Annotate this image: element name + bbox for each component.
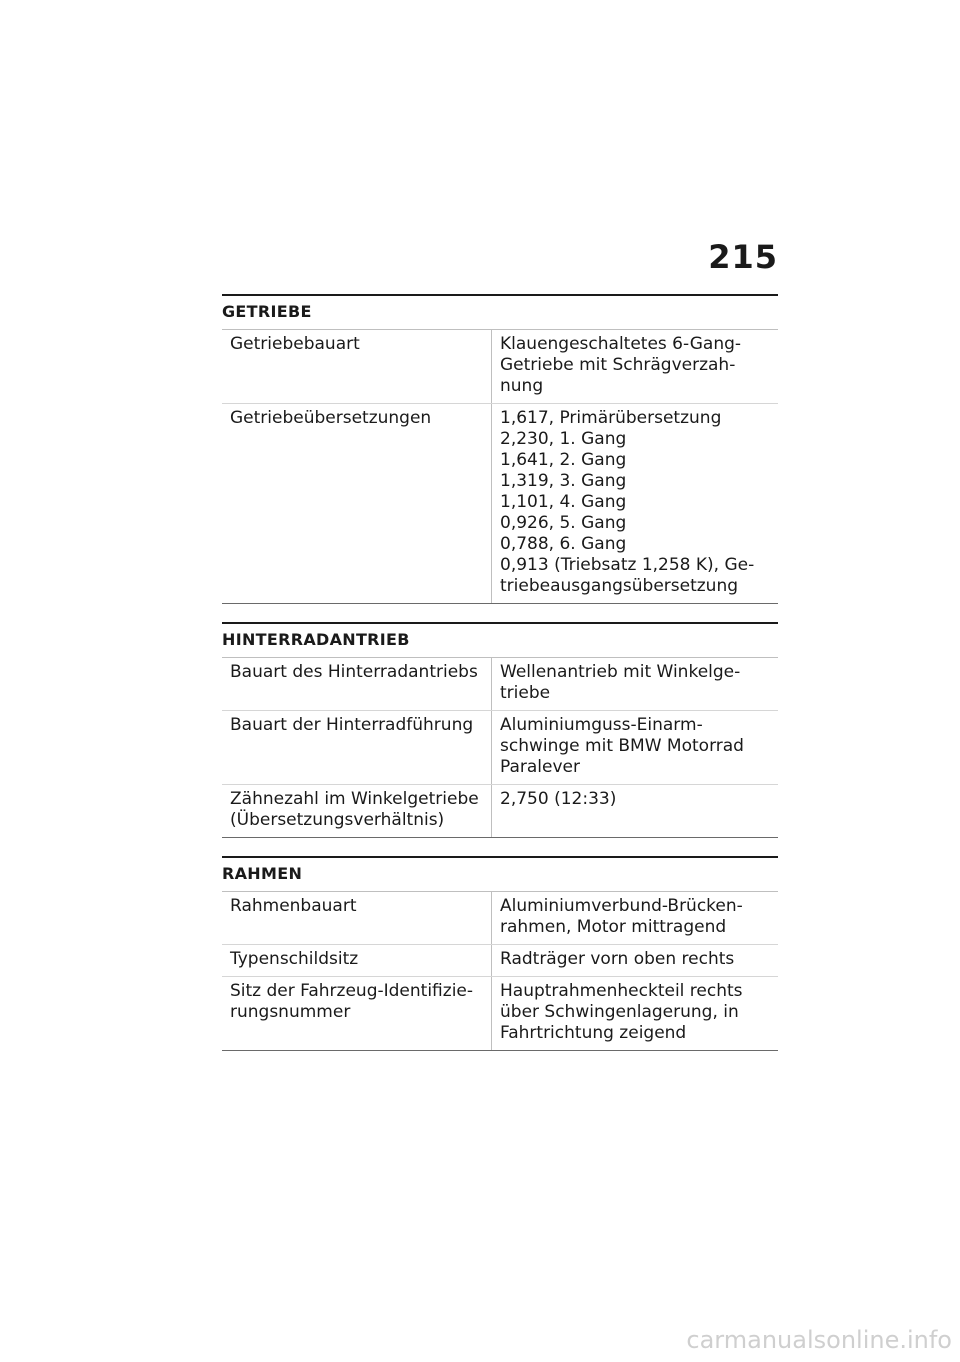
spec-label <box>222 658 492 710</box>
spec-value-line: 1,617, Primärübersetzung <box>500 408 722 428</box>
spec-label <box>222 892 492 944</box>
spec-value <box>492 977 778 1050</box>
spec-label-line: Bauart der Hinterradführung <box>230 715 474 735</box>
table-row <box>222 658 778 711</box>
spec-value-line: 0,788, 6. Gang <box>500 534 627 554</box>
spec-label-line: Typenschildsitz <box>230 949 359 969</box>
spec-value-line: 0,913 (Triebsatz 1,258 K), Ge- <box>500 555 755 575</box>
spec-label-line: (Übersetzungsverhältnis) <box>230 810 445 830</box>
spec-label <box>222 785 492 837</box>
spec-value-line: schwinge mit BMW Motorrad <box>500 736 744 756</box>
table-row <box>222 785 778 838</box>
spec-value-line: 0,926, 5. Gang <box>500 513 627 533</box>
spec-value-line: triebe <box>500 683 551 703</box>
spec-label-line: rungsnummer <box>230 1002 351 1022</box>
spec-value <box>492 404 778 603</box>
spec-value-line: 2,230, 1. Gang <box>500 429 627 449</box>
spec-value-line: Paralever <box>500 757 581 777</box>
spec-value-line: 1,641, 2. Gang <box>500 450 627 470</box>
spec-label <box>222 945 492 976</box>
spec-value <box>492 658 778 710</box>
spec-label <box>222 404 492 603</box>
spec-section <box>222 622 778 838</box>
spec-label-line: Getriebebauart <box>230 334 360 354</box>
table-row <box>222 711 778 785</box>
section-title: GETRIEBE <box>222 294 778 330</box>
spec-value <box>492 945 778 976</box>
spec-section <box>222 856 778 1051</box>
spec-label-line: Sitz der Fahrzeug-Identifizie- <box>230 981 474 1001</box>
table-row <box>222 977 778 1051</box>
section-title: HINTERRADANTRIEB <box>222 622 778 658</box>
spec-value-line: Wellenantrieb mit Winkelge- <box>500 662 741 682</box>
spec-value-line: Aluminiumverbund-Brücken- <box>500 896 743 916</box>
table-row <box>222 330 778 404</box>
spec-label-line: Getriebeübersetzungen <box>230 408 432 428</box>
spec-value-line: Klauengeschaltetes 6-Gang- <box>500 334 742 354</box>
table-row <box>222 945 778 977</box>
page-number: 215 <box>708 238 778 276</box>
spec-label <box>222 977 492 1050</box>
spec-label <box>222 711 492 784</box>
spec-value-line: Aluminiumguss-Einarm- <box>500 715 703 735</box>
spec-value-line: triebeausgangsübersetzung <box>500 576 739 596</box>
spec-value <box>492 785 778 837</box>
section-title: RAHMEN <box>222 856 778 892</box>
spec-label-line: Rahmenbauart <box>230 896 357 916</box>
spec-value-line: nung <box>500 376 544 396</box>
spec-value <box>492 892 778 944</box>
spec-value-line: Hauptrahmenheckteil rechts <box>500 981 743 1001</box>
spec-value <box>492 711 778 784</box>
spec-label-line: Bauart des Hinterradantriebs <box>230 662 478 682</box>
spec-value-line: Fahrtrichtung zeigend <box>500 1023 687 1043</box>
table-row <box>222 404 778 604</box>
spec-section <box>222 294 778 604</box>
spec-value-line: 2,750 (12:33) <box>500 789 617 809</box>
spec-content <box>222 294 778 1069</box>
spec-value-line: 1,101, 4. Gang <box>500 492 627 512</box>
spec-value-line: über Schwingenlagerung, in <box>500 1002 739 1022</box>
spec-value-line: Getriebe mit Schrägverzah- <box>500 355 736 375</box>
watermark: carmanualsonline.info <box>686 1326 952 1354</box>
spec-label-line: Zähnezahl im Winkelgetriebe <box>230 789 479 809</box>
spec-value-line: rahmen, Motor mittragend <box>500 917 727 937</box>
table-row <box>222 892 778 945</box>
spec-value <box>492 330 778 403</box>
spec-value-line: Radträger vorn oben rechts <box>500 949 735 969</box>
spec-label <box>222 330 492 403</box>
spec-value-line: 1,319, 3. Gang <box>500 471 627 491</box>
